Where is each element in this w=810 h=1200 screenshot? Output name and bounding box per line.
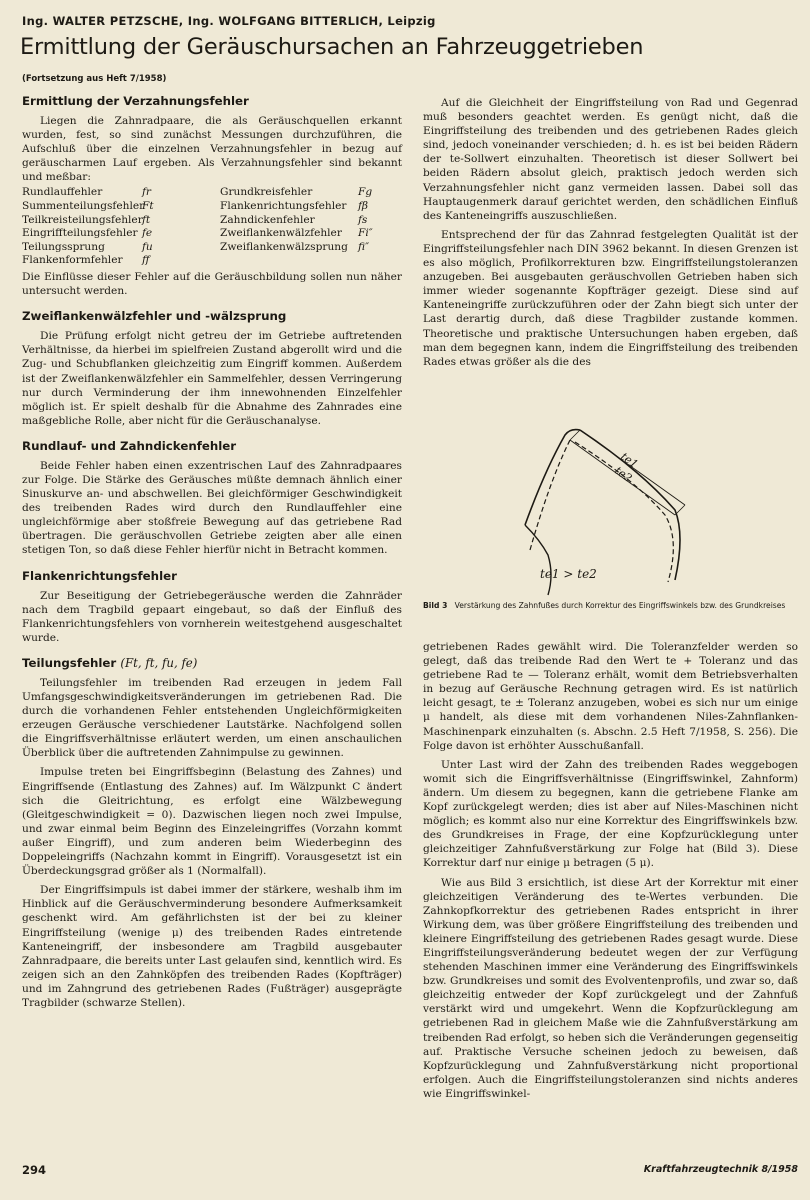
error-symbol: fe xyxy=(142,227,153,240)
error-list-row xyxy=(22,254,402,268)
error-symbol: fu xyxy=(142,240,153,253)
paragraph: getriebenen Rades gewählt wird. Die Toleranzfelder werden so gelegt, daß das treibende Rad den Wert te + Toleranz und das getriebene Rad te — Toleranz erhält, womit dem Betriebsverhalten in bezug auf Geräusche Rechnung getragen wird. Es ist natürlich leicht gesagt, te ± Toleranz anzugeben, wobei es sich nur um einige μ handelt, als diese mit dem vorhandenen Niles-Zahnflanken-Maschinenpark einzuhalten (s. Abschn. 2.5 Heft 7/1958, S. 256). Die Folge davon ist erhöhter Ausschußanfall. xyxy=(423,641,798,752)
label-relation: te1 > te2 xyxy=(540,567,597,581)
error-name: Zweiflankenwälzfehler xyxy=(220,227,342,240)
error-symbol: ft xyxy=(142,213,151,226)
paragraph: Zur Beseitigung der Getriebegeräusche werden die Zahnräder nach dem Tragbild gepaart eingebaut, so daß der Einfluß des Flankenrichtungsfehlers von vornherein weitestgehend ausgeschaltet wurde. xyxy=(22,589,402,644)
error-symbol: ff xyxy=(142,254,150,267)
left-column xyxy=(22,92,402,1010)
error-name: Zahndickenfehler xyxy=(220,213,315,226)
error-name: Eingriffteilungsfehler xyxy=(22,227,138,240)
dimension-tick xyxy=(570,430,580,440)
caption-label: Bild 3 xyxy=(423,601,448,610)
paragraph: Beide Fehler haben einen exzentrischen Lauf des Zahnradpaares zur Folge. Die Stärke des Geräusches müßte demnach ähnlich einer Sinuskurve an- und abschwellen. Bei gleichförmiger Geschwindigkeit des treibenden Rades wird durch den Rundlauffehler eine ungleichförmige aber stoßfreie Bewegung auf das getriebene Rad übertragen. Die geräuschvollen Getriebe zeigten aber alle einen stetigen Ton, so daß diese Fehler hierfür nicht in Betracht kommen. xyxy=(22,459,402,557)
right-column-top xyxy=(423,96,798,369)
error-symbol: fi″ xyxy=(358,240,370,253)
label-te2: te2 xyxy=(612,463,635,485)
label-te1: te1 xyxy=(618,449,641,471)
paragraph: Teilungsfehler im treibenden Rad erzeugen in jedem Fall Umfangsgeschwindigkeitsveränderungen im getriebenen Rad. Die durch die vorhandenen Fehler entstehenden Ungleichförmigkeiten erzeugen Geräusche verschiedener Lautstärke. Nachfolgend sollen die Eingriffsverhältnisse erläutert werden, um einen anschaulichen Überblick über die auftretenden Zahnimpulse zu gewinnen. xyxy=(22,676,402,760)
paragraph: Der Eingriffsimpuls ist dabei immer der stärkere, weshalb ihm im Hinblick auf die Geräuschverminderung besondere Aufmerksamkeit geschenkt wird. Am gefährlichsten ist der bei zu kleiner Eingriffsteilung (wenige μ) des treibenden Rades eintretende Kanteneingriff, der insbesondere am Tragbild ausgebauter Zahnradpaare, die bereits unter Last gelaufen sind, kenntlich wird. Es zeigen sich an den Zahnköpfen des treibenden Rades (Kopfträger) und im Zahngrund des getriebenen Rades (Fußträger) ausgeprägte Tragbilder (schwarze Stellen). xyxy=(22,884,402,1009)
error-list-row xyxy=(22,186,402,200)
dimension-tick xyxy=(675,505,685,515)
tooth-flank-left xyxy=(525,430,580,525)
page-number: 294 xyxy=(22,1163,47,1177)
paragraph: Liegen die Zahnradpaare, die als Geräuschquellen erkannt wurden, fest, so sind zunächst Messungen durchzuführen, die Aufschluß über die einzelnen Verzahnungsfehler in bezug auf geräuscharmen Lauf ergeben. Als Verzahnungsfehler sind bekannt und meßbar: xyxy=(22,115,402,184)
error-symbol: fs xyxy=(358,213,368,226)
error-name: Teilungssprung xyxy=(22,240,105,253)
section-heading: Ermittlung der Verzahnungsfehler xyxy=(22,94,249,108)
error-name: Summenteilungsfehler xyxy=(22,200,145,213)
error-symbol: fβ xyxy=(358,200,369,213)
section-heading xyxy=(22,656,402,670)
error-name: Zweiflankenwälzsprung xyxy=(220,240,348,253)
section-heading: Zweiflankenwälzfehler und -wälzsprung xyxy=(22,309,287,324)
error-name: Teilkreisteilungsfehler xyxy=(22,213,143,226)
section-heading: Flankenrichtungsfehler xyxy=(22,568,177,583)
section-heading-text: Teilungsfehler xyxy=(22,655,117,670)
paragraph: Die Prüfung erfolgt nicht getreu der im Getriebe auftretenden Verhältnisse, da hierbei im spielfreien Zustand abgerollt wird und die Zug- und Schubflanken gleichzeitig zum Eingriff kommen. Außerdem ist der Zweiflankenwälzfehler ein Sammelfehler, dessen Verringerung nur durch Verminderung der ihm innewohnenden Einzelfehler möglich ist. Er spielt deshalb für die Abnahme des Zahnrades eine maßgebliche Rolle, aber nicht für die Geräuschanalyse. xyxy=(22,330,402,427)
section-heading-symbols: (Ft, ft, fu, fe) xyxy=(120,655,198,670)
caption-text: Verstärkung des Zahnfußes durch Korrektur des Eingriffswinkels bzw. des Grundkreises xyxy=(454,601,786,610)
error-symbol: Fg xyxy=(358,186,373,199)
figure-caption xyxy=(423,601,798,611)
paragraph: Wie aus Bild 3 ersichtlich, ist diese Art der Korrektur mit einer gleichzeitigen Veränderung des te-Wertes verbunden. Die Zahnkopfkorrektur des getriebenen Rades entspricht in ihrer Wirkung dem, was über größere Eingriffsteilung des treibenden und kleinere Eingriffsteilung des getriebenen Rades gesagt wurde. Diese Eingriffsteilungsveränderung bedeutet wegen der zur Verfügung stehenden Maschinen immer eine Veränderung des Eingriffswinkels bzw. Grundkreises und somit des Evolventenprofils, und zwar so, daß gleichzeitig entweder der Kopf zurückgelegt und der Zahnfuß verstärkt wird und umgekehrt. Wenn die Kopfzurücklegung am getriebenen Rad in gleichem Maße wie die Zahnfußverstärkung am treibenden Rad erfolgt, so heben sich die Veränderungen gegenseitig auf. Praktische Versuche scheinen jedoch zu beweisen, daß Kopfzurücklegung und Zahnfußverstärkung nicht proportional erfolgen. Auch die Eingriffsteilungstoleranzen sind nichts anderes wie Eingriffswinkel- xyxy=(423,876,798,1100)
error-list-row xyxy=(22,214,402,228)
figure-tooth-profile xyxy=(470,410,730,600)
error-name: Grundkreisfehler xyxy=(220,186,313,199)
error-name: Rundlauffehler xyxy=(22,186,103,199)
error-name: Flankenrichtungsfehler xyxy=(220,200,347,213)
article-title: Ermittlung der Geräuschursachen an Fahrzeuggetrieben xyxy=(20,34,644,60)
error-list-row xyxy=(22,227,402,241)
continuation-note: (Fortsetzung aus Heft 7/1958) xyxy=(22,74,167,84)
error-symbol: Fi″ xyxy=(358,227,373,240)
error-list-row xyxy=(22,200,402,214)
paragraph: Unter Last wird der Zahn des treibenden Rades weggebogen womit sich die Eingriffsverhältnisse (Eingriffswinkel, Zahnform) ändern. Um diesem zu begegnen, kann die getriebene Flanke am Kopf zurückgelegt werden; dies ist aber auf Niles-Maschinen nicht möglich; es kommt also nur eine Korrektur des Eingriffswinkels bzw. des Grundkreises in Frage, der eine Kopfzurücklegung unter gleichzeitiger Zahnfußverstärkung zur Folge hat (Bild 3). Diese Korrektur darf nur einige μ betragen (5 μ). xyxy=(423,758,798,870)
error-symbol: fr xyxy=(142,186,151,199)
paragraph: Impulse treten bei Eingriffsbeginn (Belastung des Zahnes) und Eingriffsende (Entlastung des Zahnes) auf. Im Wälzpunkt C ändert sich die Gleitrichtung, es erfolgt eine Wälzbewegung (Gleitgeschwindigkeit = 0). Dazwischen liegen noch zwei Impulse, und zwar einmal beim Beginn des Einzeleingriffes (Vorzahn kommt außer Eingriff), und zum anderen beim Wiederbeginn des Doppeleingriffs (Nachzahn kommt in Eingriff). Vorausgesetzt ist ein Überdeckungsgrad größer als 1 (Normalfall). xyxy=(22,766,402,878)
error-symbol: Ft xyxy=(142,200,154,213)
error-list xyxy=(22,186,402,268)
section-heading: Rundlauf- und Zahndickenfehler xyxy=(22,438,237,453)
right-column-bottom xyxy=(423,640,798,1101)
tooth-root xyxy=(525,525,551,595)
error-list-row xyxy=(22,241,402,255)
paragraph: Die Einflüsse dieser Fehler auf die Geräuschbildung sollen nun näher untersucht werden. xyxy=(22,271,402,298)
error-name: Flankenformfehler xyxy=(22,254,123,267)
paragraph: Auf die Gleichheit der Eingriffsteilung von Rad und Gegenrad muß besonders geachtet werden. Es genügt nicht, daß die Eingriffsteilung des treibenden und des getriebenen Rades gleich sind, jedoch voneinander verschieden; d. h. es ist bei beiden Rädern der te-Sollwert einzuhalten. Theoretisch ist dieser Sollwert bei beiden Rädern absolut gleich, praktisch jedoch werden sich Verzahnungsfehler nicht ganz vermeiden lassen. Dabei soll das Hauptaugenmerk darauf gerichtet werden, den schädlichen Einfluß des Kanteneingriffs auszuschließen. xyxy=(423,97,798,222)
paragraph: Entsprechend der für das Zahnrad festgelegten Qualität ist der Eingriffsteilungsfehler nach DIN 3962 bekannt. In diesen Grenzen ist es also möglich, Profilkorrekturen bzw. Eingriffsteilungstoleranzen anzugeben. Bei ausgebauten geräuschvollen Getrieben haben sich immer wieder sogenannte Kopfträger gezeigt. Diese sind auf Kanteneingriffe zurückzuführen oder der Zahn biegt sich unter der Last derartig durch, daß diese Tragbilder zustande kommen. Theoretische und praktische Untersuchungen haben ergeben, daß man dem begegnen kann, indem die Eingriffsteilung des treibenden Rades etwas größer als die des xyxy=(423,228,798,368)
tooth-profile-diagram xyxy=(470,410,730,600)
author-line: Ing. WALTER PETZSCHE, Ing. WOLFGANG BITTERLICH, Leipzig xyxy=(22,14,436,28)
journal-footer: Kraftfahrzeugtechnik 8/1958 xyxy=(643,1164,798,1175)
